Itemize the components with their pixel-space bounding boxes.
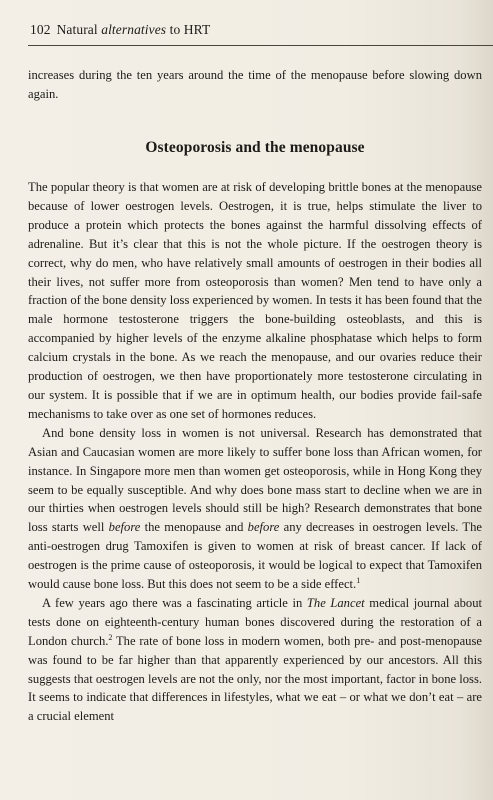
lead-paragraph: increases during the ten years around the time of the menopause before slowing down again. xyxy=(28,68,482,101)
journal-title: The Lancet xyxy=(306,595,365,610)
paragraph-3 xyxy=(28,594,482,726)
header-title-prefix: Natural xyxy=(56,22,102,37)
paragraph-3-text-a: A few years ago there was a fascinating article in xyxy=(42,595,307,610)
paragraph-1: The popular theory is that women are at risk of developing brittle bones at the menopause because of lower oestrogen levels. Oestrogen, it is true, helps stimulate the liver to produce a protein which protects the bones against the harmful dissolving effects of adrenaline. But it’s clear that this is not the whole picture. If the oestrogen theory is correct, why do men, who have relatively small amounts of oestrogen in their bodies all their lives, not suffer more from osteoporosis than women? Men tend to have only a fraction of the bone density loss experienced by women. In tests it has been found that the male hormone testosterone triggers the bone-building osteoblasts, and this is accompanied by higher levels of the enzyme alkaline phosphatase which helps to form calcium crystals in the bone. As we reach the menopause, and our ovaries reduce their production of oestrogen, we then have proportionately more testosterone circulating in our system. It is possible that if we are in optimum health, our bodies provide fail-safe mechanisms to take over as one set of hormones reduces. xyxy=(28,180,482,421)
page-number: 102 xyxy=(30,22,51,37)
paragraph-2-text-e: any decreases in oestrogen levels. The anti-oestrogen drug Tamoxifen is given to women at risk of breast cancer. If lack of oestrogen is the prime cause of osteoporosis, it would be logical to expect that Tamoxifen would cause bone loss. But this does not seem to be a side effect. xyxy=(28,520,482,592)
paragraph-2-italic-before-2: before xyxy=(247,520,280,535)
paragraph-2-text-a: And bone density loss in women is not universal. Research has demonstrated that Asian and Caucasian women are more likely to suffer bone loss than African women, for instance. In Singapore more men than women get osteoporosis, while in Hong Kong they seem to be equally susceptible. And why does bone mass start to decline when we are in our thirties when oestrogen levels should still be high? Research demonstrates that bone loss starts well xyxy=(28,425,482,535)
paragraph-3-text-c: medical journal about tests done on eighteenth-century human bones discovered during the restoration of a London church. xyxy=(28,595,482,648)
body-text xyxy=(28,178,482,726)
header-title-suffix: to HRT xyxy=(166,22,211,37)
paragraph-2 xyxy=(28,424,482,594)
paragraph-3-text-e: The rate of bone loss in modern women, both pre- and post-menopause was found to be far higher than that apparently experienced by our ancestors. All this suggests that oestrogen levels are not the only, nor the most important, factor in bone loss. It seems to indicate that differences in lifestyles, what we eat – or what we don’t eat – are a crucial element xyxy=(28,633,482,724)
footnote-ref-1: 1 xyxy=(356,575,361,585)
paragraph-2-italic-before-1: before xyxy=(108,520,141,535)
header-rule xyxy=(28,45,493,46)
running-header xyxy=(30,22,210,38)
header-title-italic: alternatives xyxy=(101,22,167,37)
footnote-ref-2: 2 xyxy=(108,632,113,642)
section-heading: Osteoporosis and the menopause xyxy=(145,139,365,156)
lead-text xyxy=(28,66,482,104)
paragraph-2-text-c: the menopause and xyxy=(140,520,248,535)
